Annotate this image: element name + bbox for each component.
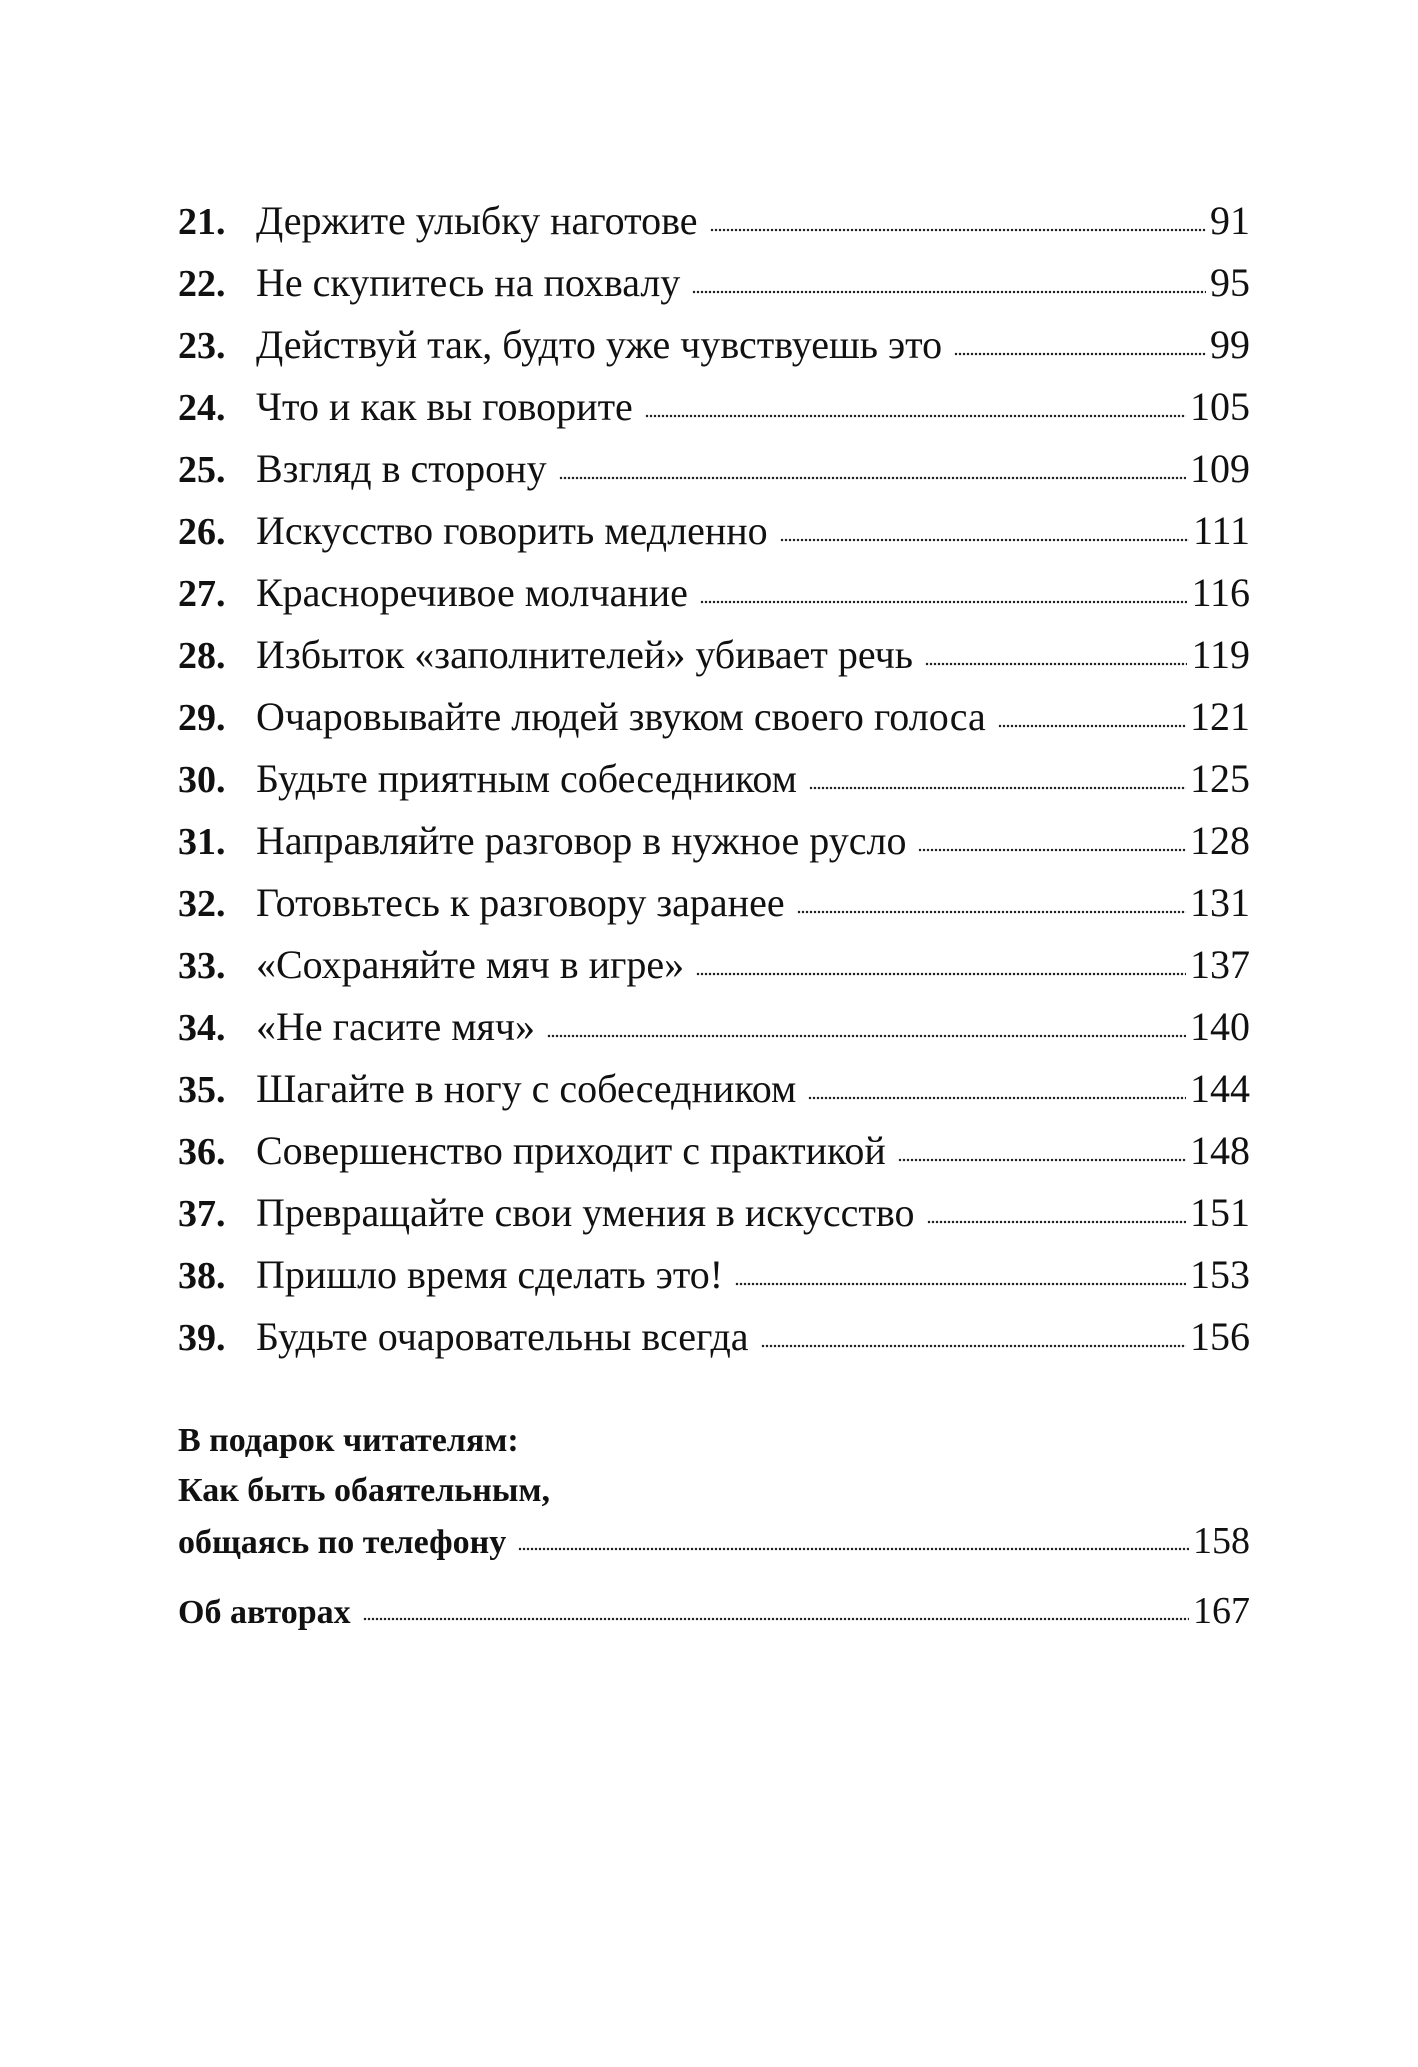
toc-entry[interactable] — [178, 872, 1250, 934]
toc-entry-number: 30. — [178, 759, 226, 801]
toc-entry-page: 119 — [1191, 632, 1250, 677]
toc-entry-page: 121 — [1190, 694, 1250, 739]
toc-entry[interactable] — [178, 1244, 1250, 1306]
toc-entry[interactable] — [178, 1058, 1250, 1120]
bonus-entry[interactable] — [178, 1516, 1250, 1566]
toc-entry-number: 28. — [178, 635, 226, 677]
toc-entry-page: 131 — [1190, 880, 1250, 925]
dot-leader — [645, 410, 1186, 418]
toc-entry-number: 34. — [178, 1007, 226, 1049]
toc-entry-number: 39. — [178, 1317, 226, 1359]
toc-entry-number: 35. — [178, 1069, 226, 1111]
dot-leader — [808, 1092, 1186, 1100]
toc-entry-page: 91 — [1210, 198, 1250, 243]
toc-entry[interactable] — [178, 314, 1250, 376]
toc-entry-title: Красноречивое молчание — [256, 570, 688, 615]
toc-entry-page: 116 — [1191, 570, 1250, 615]
dot-leader — [363, 1613, 1189, 1621]
toc-entry-number: 33. — [178, 945, 226, 987]
toc-entry-number: 26. — [178, 511, 226, 553]
toc-entry-title: Совершенство приходит с практикой — [256, 1128, 886, 1173]
toc-entry-page: 111 — [1192, 508, 1250, 553]
toc-entry-title: Превращайте свои умения в искусство — [256, 1190, 915, 1235]
dot-leader — [780, 534, 1189, 542]
toc-entry[interactable] — [178, 686, 1250, 748]
toc-entry-title: «Сохраняйте мяч в игре» — [256, 942, 685, 987]
toc-entry-page: 109 — [1190, 446, 1250, 491]
toc-entry-page: 125 — [1190, 756, 1250, 801]
toc-entry[interactable] — [178, 500, 1250, 562]
toc-entry-number: 22. — [178, 263, 226, 305]
toc-entry-page: 151 — [1190, 1190, 1250, 1235]
dot-leader — [696, 968, 1186, 976]
dot-leader — [954, 348, 1206, 356]
toc-entry-title: Держите улыбку наготове — [256, 198, 698, 243]
dot-leader — [925, 658, 1187, 666]
toc-entry-number: 23. — [178, 325, 226, 367]
toc-entry-page: 128 — [1190, 818, 1250, 863]
toc-entry-number: 21. — [178, 201, 226, 243]
bonus-heading: В подарок читателям: — [178, 1422, 519, 1459]
dot-leader — [710, 224, 1206, 232]
toc-entry-number: 37. — [178, 1193, 226, 1235]
dot-leader — [692, 286, 1206, 294]
toc-entry-number: 29. — [178, 697, 226, 739]
toc-entry-title: Избыток «заполнителей» убивает речь — [256, 632, 914, 677]
toc-entry-title: Готовьтесь к разговору заранее — [256, 880, 785, 925]
toc-entry[interactable] — [178, 190, 1250, 252]
toc-entry-title: Направляйте разговор в нужное русло — [256, 818, 907, 863]
toc-entry[interactable] — [178, 1306, 1250, 1368]
toc-entry[interactable] — [178, 562, 1250, 624]
toc-entry-page: 137 — [1190, 942, 1250, 987]
toc-entry-page: 148 — [1190, 1128, 1250, 1173]
dot-leader — [735, 1278, 1186, 1286]
toc-entry-title: Будьте приятным собеседником — [256, 756, 797, 801]
authors-title: Об авторах — [178, 1594, 351, 1631]
bonus-title-line: общаясь по телефону — [178, 1524, 507, 1561]
toc-entry-page: 95 — [1210, 260, 1250, 305]
toc-entry-page: 99 — [1210, 322, 1250, 367]
toc-entry[interactable] — [178, 996, 1250, 1058]
dot-leader — [547, 1030, 1186, 1038]
toc-entry-number: 24. — [178, 387, 226, 429]
bonus-page: 158 — [1193, 1520, 1250, 1562]
toc-entry-page: 144 — [1190, 1066, 1250, 1111]
dot-leader — [559, 472, 1186, 480]
toc-entry-title: Что и как вы говорите — [256, 384, 633, 429]
toc-entry[interactable] — [178, 624, 1250, 686]
bonus-title-line: Как быть обаятельным, — [178, 1472, 551, 1509]
table-of-contents — [178, 190, 1250, 1368]
toc-entry-title: Искусство говорить медленно — [256, 508, 768, 553]
toc-entry-title: Пришло время сделать это! — [256, 1252, 724, 1297]
toc-entry[interactable] — [178, 934, 1250, 996]
dot-leader — [998, 720, 1186, 728]
toc-entry[interactable] — [178, 1120, 1250, 1182]
dot-leader — [918, 844, 1186, 852]
toc-entry-page: 140 — [1190, 1004, 1250, 1049]
dot-leader — [809, 782, 1186, 790]
toc-entry-number: 25. — [178, 449, 226, 491]
toc-entry-title: «Не гасите мяч» — [256, 1004, 536, 1049]
toc-entry-title: Взгляд в сторону — [256, 446, 547, 491]
toc-entry-number: 36. — [178, 1131, 226, 1173]
dot-leader — [700, 596, 1188, 604]
toc-entry[interactable] — [178, 748, 1250, 810]
toc-entry-number: 27. — [178, 573, 226, 615]
toc-entry[interactable] — [178, 438, 1250, 500]
toc-entry[interactable] — [178, 376, 1250, 438]
toc-entry-title: Шагайте в ногу с собеседником — [256, 1066, 797, 1111]
dot-leader — [898, 1154, 1186, 1162]
dot-leader — [761, 1340, 1186, 1348]
authors-entry[interactable] — [178, 1586, 1250, 1636]
toc-entry-page: 156 — [1190, 1314, 1250, 1359]
toc-entry-number: 32. — [178, 883, 226, 925]
toc-entry[interactable] — [178, 1182, 1250, 1244]
toc-entry-page: 105 — [1190, 384, 1250, 429]
appendix-section — [178, 1416, 1250, 1636]
dot-leader — [518, 1543, 1189, 1551]
toc-entry[interactable] — [178, 810, 1250, 872]
toc-entry-number: 31. — [178, 821, 226, 863]
authors-page: 167 — [1193, 1590, 1250, 1632]
toc-entry[interactable] — [178, 252, 1250, 314]
toc-entry-title: Не скупитесь на похвалу — [256, 260, 681, 305]
toc-entry-page: 153 — [1190, 1252, 1250, 1297]
toc-entry-title: Будьте очаровательны всегда — [256, 1314, 749, 1359]
dot-leader — [797, 906, 1186, 914]
dot-leader — [927, 1216, 1186, 1224]
toc-entry-title: Очаровывайте людей звуком своего голоса — [256, 694, 986, 739]
toc-entry-number: 38. — [178, 1255, 226, 1297]
toc-entry-title: Действуй так, будто уже чувствуешь это — [256, 322, 943, 367]
